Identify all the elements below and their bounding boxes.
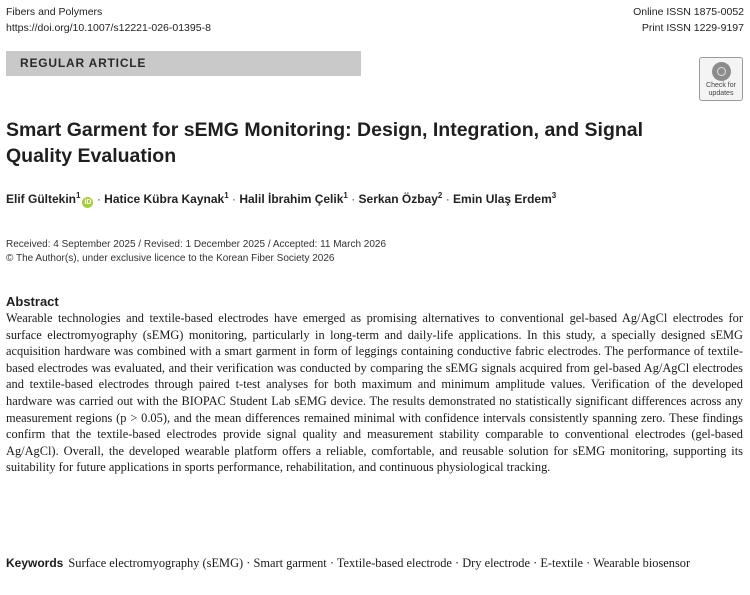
orcid-icon[interactable]: iD xyxy=(84,199,92,206)
article-type-label: REGULAR ARTICLE xyxy=(20,56,147,70)
article-history xyxy=(6,238,386,266)
author-name[interactable]: Serkan Özbay xyxy=(358,192,438,206)
check-updates-line1: Check for xyxy=(706,82,736,89)
issn-info xyxy=(633,4,744,36)
author-affiliation: 3 xyxy=(551,191,557,200)
check-updates-icon xyxy=(712,62,731,81)
author-affiliation: 1 xyxy=(76,191,81,200)
author-list xyxy=(6,191,746,208)
check-for-updates-button[interactable] xyxy=(699,57,743,101)
author-separator: · xyxy=(351,192,356,206)
author-affiliation: 1 xyxy=(224,191,229,200)
keywords-label: Keywords xyxy=(6,556,64,570)
check-updates-line2: updates xyxy=(708,90,734,97)
article-type-banner xyxy=(6,51,361,76)
author-name[interactable]: Hatice Kübra Kaynak xyxy=(104,192,225,206)
author-affiliation: 2 xyxy=(437,191,443,200)
online-issn: Online ISSN 1875-0052 xyxy=(633,6,744,18)
doi-link[interactable]: https://doi.org/10.1007/s12221-026-01395-8 xyxy=(6,22,211,34)
author-name[interactable]: Halil İbrahim Çelik xyxy=(239,192,344,206)
author-separator: · xyxy=(232,192,236,206)
abstract-text: Wearable technologies and textile-based electrodes have emerged as promising alternatives to conventional gel-based Ag/AgCl electrodes for surface electromyography (sEMG) monitoring, particularly in long-term and daily-life applications. In this study, a specially designed sEMG acquisition hardware was combined with a smart garment in form of leggings containing conductive fabric electrodes. The performance of textile-based electrodes was evaluated, and their verification was conducted by comparing the sEMG signals acquired from gel-based Ag/AgCl electrodes and textile-based electrodes through paired t-test analyses for both maximum and minimum amplitude values. Verification of the developed hardware was carried out with the BIOPAC Student Lab sEMG device. The results demonstrated no statistically significant differences across any measurement regions (p > 0.05), and the mean differences remained minimal with confidence intervals consistently spanning zero. These findings confirm that the textile-based electrodes provide signal quality and measurement stability comparable to conventional electrodes (gel-based Ag/AgCl). Overall, the developed wearable platform offers a reliable, comfortable, and reusable solution for sEMG monitoring, supporting its suitability for future applications in sports performance, rehabilitation, and continuous physiological tracking. xyxy=(6,311,743,475)
keywords-section xyxy=(6,555,726,572)
author-affiliation: 1 xyxy=(343,191,348,200)
author-name[interactable]: Emin Ulaş Erdem xyxy=(453,192,552,206)
journal-info xyxy=(6,4,211,36)
journal-name: Fibers and Polymers xyxy=(6,6,103,18)
author-separator: · xyxy=(96,192,101,206)
author-name[interactable]: Elif Gültekin xyxy=(6,192,77,206)
keywords-list: Surface electromyography (sEMG) · Smart garment · Textile-based electrode · Dry electrode · E-textile · Wearable biosensor xyxy=(68,556,691,570)
author-separator: · xyxy=(445,192,450,206)
article-title: Smart Garment for sEMG Monitoring: Design, Integration, and Signal Quality Evaluation xyxy=(6,119,644,167)
received-revised-accepted: Received: 4 September 2025 / Revised: 1 December 2025 / Accepted: 11 March 2026 xyxy=(6,239,387,250)
print-issn: Print ISSN 1229-9197 xyxy=(641,22,744,34)
abstract-heading: Abstract xyxy=(6,294,59,309)
copyright-line: © The Author(s), under exclusive licence to the Korean Fiber Society 2026 xyxy=(6,253,335,264)
